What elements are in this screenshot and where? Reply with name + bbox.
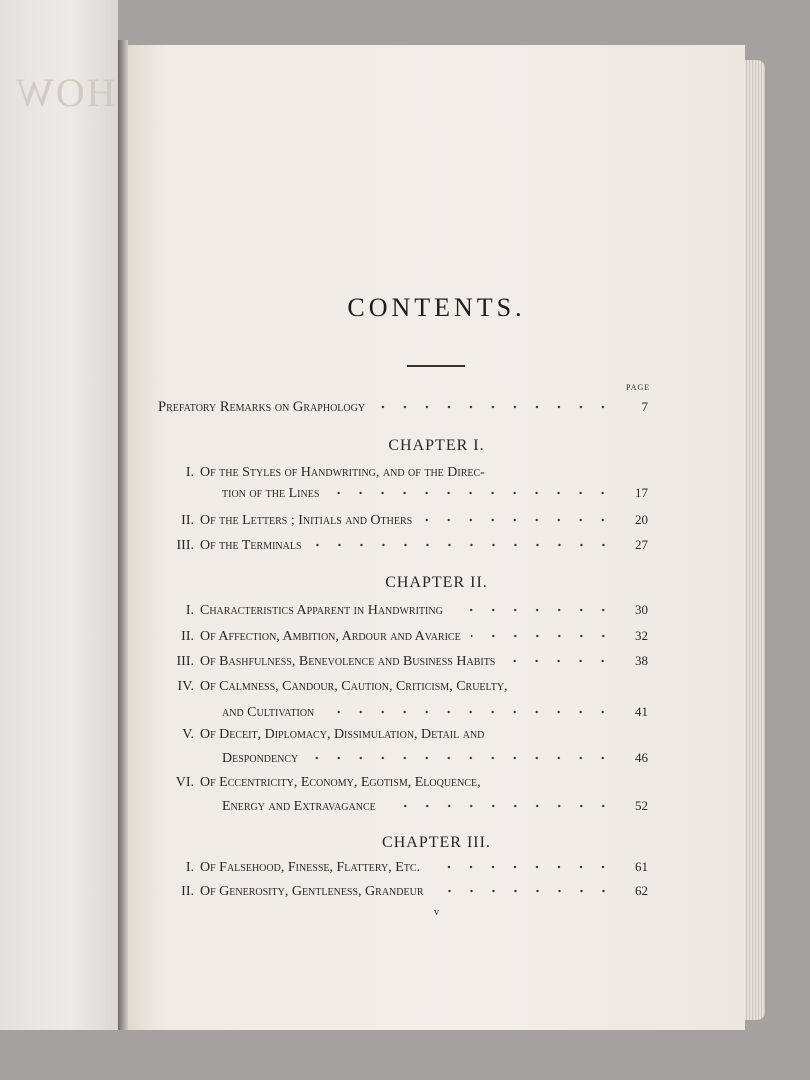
entry-number: I. — [185, 603, 194, 618]
entry-number: III. — [176, 538, 194, 553]
dot-leader — [430, 865, 614, 869]
dot-leader — [329, 491, 614, 495]
toc-entry-cont — [158, 702, 648, 722]
entry-number: II. — [181, 513, 194, 528]
page-folio: v — [434, 907, 439, 918]
dot-leader — [505, 659, 614, 663]
page-number: 17 — [635, 485, 648, 500]
page-column-label: PAGE — [626, 383, 651, 392]
contents-page — [128, 45, 745, 1030]
entry-number: I. — [185, 465, 194, 480]
entry-number: VI. — [175, 775, 194, 790]
toc-entry — [158, 600, 648, 620]
dot-leader — [422, 518, 614, 522]
left-page-show-through: HOW — [14, 70, 116, 115]
entry-title-cont: tion of the Lines — [222, 486, 320, 501]
page-number: 27 — [635, 537, 648, 552]
entry-title: Of Affection, Ambition, Ardour and Avarice — [200, 629, 461, 644]
entry-title: Of Falsehood, Finesse, Flattery, Etc. — [200, 860, 421, 875]
toc-entry-cont — [158, 748, 648, 768]
left-page — [0, 0, 118, 1030]
entry-title: Of Eccentricity, Economy, Egotism, Eloquence, — [200, 775, 481, 790]
entry-number: II. — [181, 629, 194, 644]
toc-entry — [158, 677, 648, 697]
entry-number: IV. — [177, 679, 194, 694]
toc-entry-cont — [158, 796, 648, 816]
toc-entry — [158, 725, 648, 745]
page-number: 32 — [635, 628, 648, 643]
prefatory-entry — [158, 397, 648, 417]
dot-leader — [324, 710, 614, 714]
toc-entry — [158, 773, 648, 793]
entry-number: III. — [176, 654, 194, 669]
toc-entry — [158, 857, 648, 877]
toc-entry — [158, 535, 648, 555]
entry-title: Of Bashfulness, Benevolence and Business Habits — [200, 654, 496, 669]
toc-entry-cont — [158, 483, 648, 503]
dot-leader — [471, 634, 614, 638]
dot-leader — [375, 405, 614, 409]
dot-leader — [308, 756, 614, 760]
dot-leader — [453, 608, 614, 612]
entry-title: Of Calmness, Candour, Caution, Criticism, Cruelty, — [200, 679, 508, 694]
page-title: CONTENTS. — [347, 293, 526, 322]
page-number: 20 — [635, 512, 648, 527]
page-number: 41 — [635, 704, 648, 719]
page-number: 7 — [641, 399, 648, 414]
page-number: 62 — [635, 883, 648, 898]
entry-title: Of the Terminals — [200, 538, 302, 553]
chapter-heading: CHAPTER III. — [382, 834, 491, 851]
chapter-heading: CHAPTER I. — [388, 437, 485, 454]
page-number: 46 — [635, 750, 648, 765]
toc-entry — [158, 881, 648, 901]
entry-title: Characteristics Apparent in Handwriting — [200, 603, 443, 618]
chapter-heading: CHAPTER II. — [385, 574, 488, 591]
entry-title-cont: Despondency — [222, 751, 299, 766]
toc-entry — [158, 651, 648, 671]
page-number: 52 — [635, 798, 648, 813]
entry-title-cont: and Cultivation — [222, 705, 315, 720]
page-number: 30 — [635, 602, 648, 617]
entry-number: V. — [182, 727, 194, 742]
page-number: 38 — [635, 653, 648, 668]
dot-leader — [312, 543, 614, 547]
entry-title: Of Generosity, Gentleness, Grandeur — [200, 884, 424, 899]
page-number: 61 — [635, 859, 648, 874]
toc-entry — [158, 510, 648, 530]
entry-number: II. — [181, 884, 194, 899]
toc-entry — [158, 463, 648, 483]
book-gutter — [118, 40, 128, 1030]
dot-leader — [386, 804, 614, 808]
title-rule — [407, 365, 465, 367]
entry-title-cont: Energy and Extravagance — [222, 799, 376, 814]
entry-title: Of the Styles of Handwriting, and of the Direc- — [200, 465, 485, 480]
entry-title: Prefatory Remarks on Graphology — [158, 399, 366, 415]
entry-title: Of Deceit, Diplomacy, Dissimulation, Detail and — [200, 727, 485, 742]
dot-leader — [434, 889, 615, 893]
entry-title: Of the Letters ; Initials and Others — [200, 513, 413, 528]
toc-entry — [158, 626, 648, 646]
entry-number: I. — [185, 860, 194, 875]
